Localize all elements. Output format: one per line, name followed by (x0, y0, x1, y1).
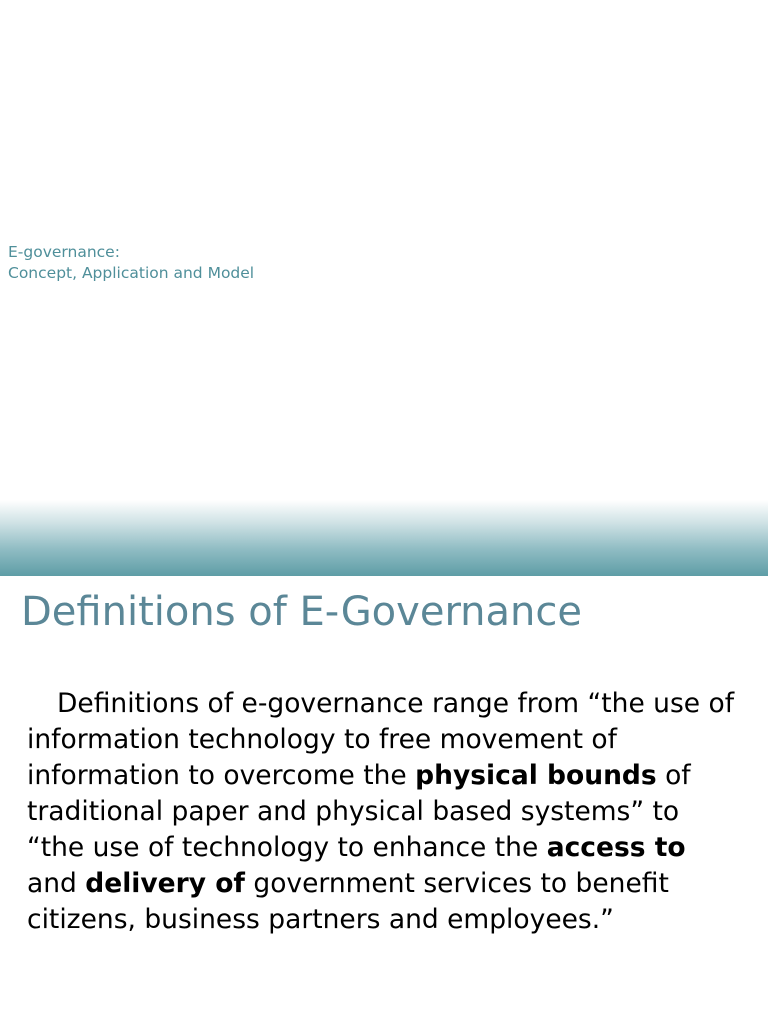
slide-title: Definitions of E-Governance (21, 589, 582, 635)
definitions-slide (0, 576, 768, 1024)
definition-paragraph (27, 686, 742, 938)
subtitle-line-1: E-governance: (8, 243, 120, 261)
paragraph-bold-delivery-of: delivery of (85, 868, 245, 899)
paragraph-text-4: government services to benefit citizens, business partners and employees.” (27, 868, 669, 935)
paragraph-bold-physical-bounds: physical bounds (415, 760, 657, 791)
subtitle-line-2: Concept, Application and Model (8, 264, 255, 282)
paragraph-text-1: Definitions of e-governance range from “the use of information technology to free movement of information to overcome the (27, 688, 735, 791)
paragraph-bold-access-to: access to (546, 832, 686, 863)
gradient-band (0, 500, 768, 576)
paragraph-text-2: of traditional paper and physical based systems” to “the use of technology to enhance the (27, 760, 691, 863)
slide-subtitle (8, 242, 254, 284)
paragraph-text-3: and (27, 868, 86, 899)
